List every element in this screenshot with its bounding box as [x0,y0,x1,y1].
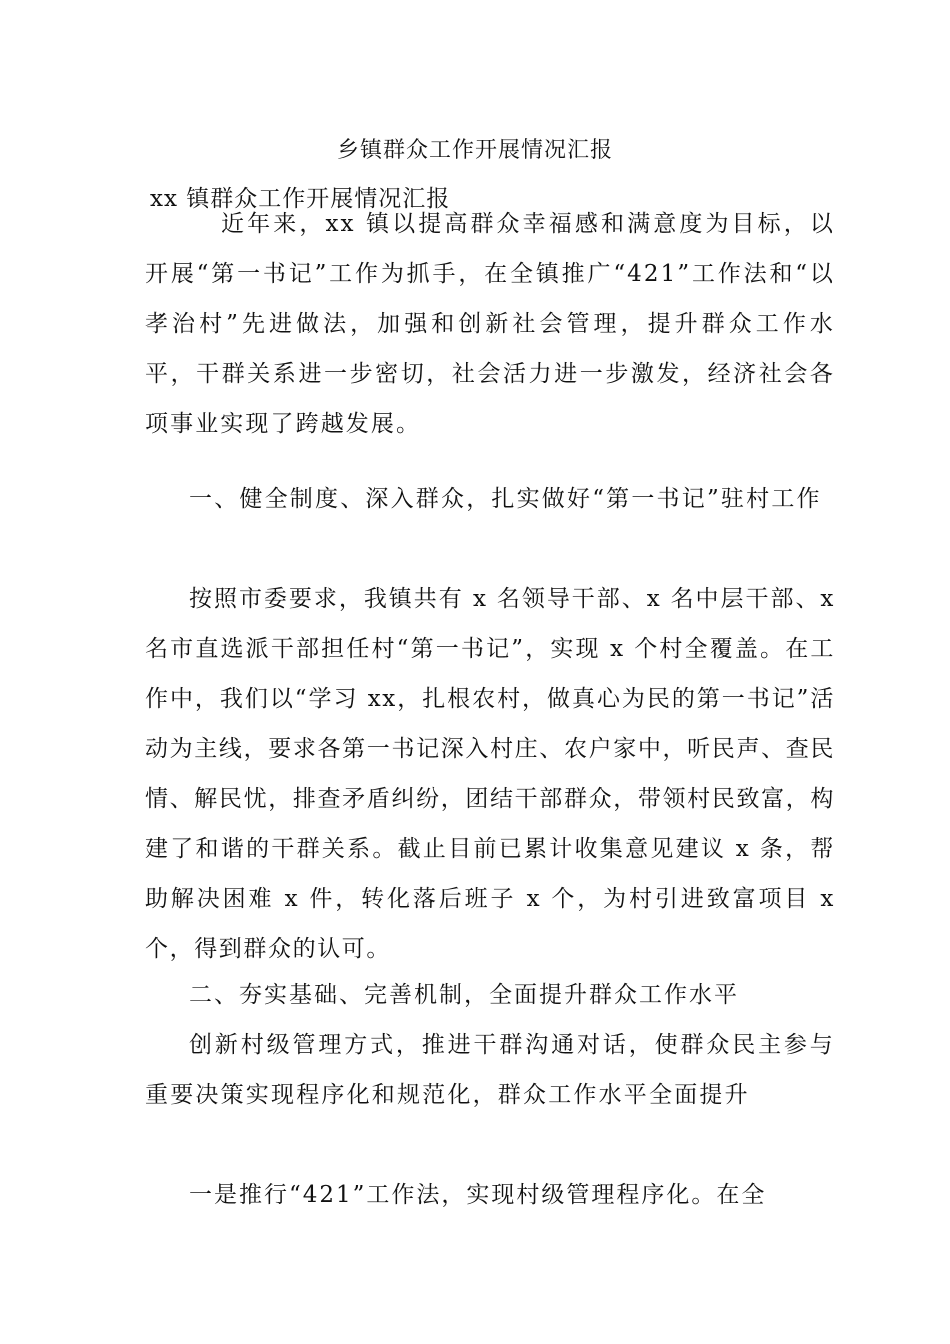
point-1-paragraph: 一是推行“421”工作法，实现村级管理程序化。在全 [189,1182,767,1208]
intro-paragraph: 近年来，xx 镇以提高群众幸福感和满意度为目标，以开展“第一书记”工作为抓手，在全镇推广“421”工作法和“以孝治村”先进做法，加强和创新社会管理，提升群众工作水平，干群关系进一步密切，社会活力进一步激发，经济社会各项事业实现了跨越发展。 [145,211,835,437]
section-1-heading: 一、健全制度、深入群众，扎实做好“第一书记”驻村工作 [189,486,822,512]
section-2-body: 创新村级管理方式，推进干群沟通对话，使群众民主参与重要决策实现程序化和规范化，群众工作水平全面提升 [145,1032,835,1108]
document-title: 乡镇群众工作开展情况汇报 [336,138,613,163]
document-subtitle: xx 镇群众工作开展情况汇报 [150,186,451,212]
section-1-body: 按照市委要求，我镇共有 x 名领导干部、x 名中层干部、x 名市直选派干部担任村“第一书记”，实现 x 个村全覆盖。在工作中，我们以“学习 xx，扎根农村，做真心为民的第一书记”活动为主线，要求各第一书记深入村庄、农户家中，听民声、查民情、解民忧，排查矛盾纠纷，团结干部群众，带领村民致富，构建了和谐的干群关系。截止目前已累计收集意见建议 x 条，帮助解决困难 x 件，转化落后班子 x 个，为村引进致富项目 x 个，得到群众的认可。 [145,586,835,962]
section-2-heading: 二、夯实基础、完善机制，全面提升群众工作水平 [189,982,739,1008]
